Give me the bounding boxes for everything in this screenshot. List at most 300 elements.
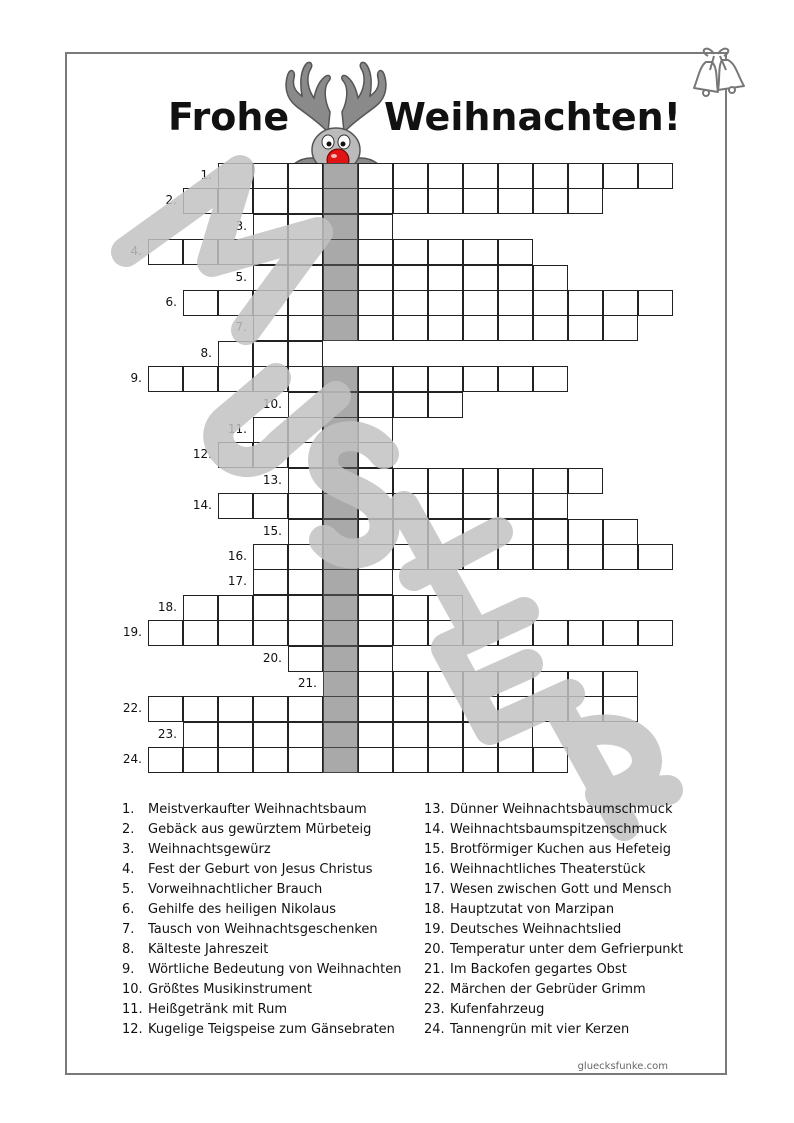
clue-number: 10. — [262, 396, 282, 411]
crossword-cell[interactable] — [603, 671, 638, 697]
crossword-cell[interactable] — [568, 163, 603, 189]
crossword-cell[interactable] — [603, 544, 638, 570]
crossword-cell[interactable] — [358, 747, 393, 773]
clue-item — [122, 940, 412, 960]
clue-item — [122, 840, 412, 860]
crossword-cell[interactable] — [533, 468, 568, 494]
clue-number: 3. — [235, 218, 247, 233]
crossword-cell[interactable] — [568, 696, 603, 722]
clue-item-number: 2. — [122, 822, 135, 837]
crossword-cell[interactable] — [568, 468, 603, 494]
crossword-cell[interactable] — [428, 265, 463, 291]
crossword-cell[interactable] — [288, 417, 323, 443]
clue-item-number: 12. — [122, 1022, 143, 1037]
crossword-cell[interactable] — [253, 163, 288, 189]
crossword-cell[interactable] — [498, 290, 533, 316]
solution-cell[interactable] — [323, 569, 358, 595]
clue-item-number: 11. — [122, 1002, 143, 1017]
clue-number: 15. — [262, 523, 282, 538]
crossword-cell[interactable] — [253, 544, 288, 570]
crossword-cell[interactable] — [358, 696, 393, 722]
crossword-cell[interactable] — [428, 366, 463, 392]
crossword-cell[interactable] — [358, 620, 393, 646]
clue-number: 12. — [192, 447, 212, 462]
crossword-cell[interactable] — [603, 696, 638, 722]
clue-item-text: Weihnachtsbaumspitzenschmuck — [450, 822, 668, 837]
crossword-cell[interactable] — [218, 366, 253, 392]
crossword-cell[interactable] — [288, 493, 323, 519]
crossword-cell[interactable] — [358, 722, 393, 748]
clue-item — [424, 920, 714, 940]
crossword-cell[interactable] — [288, 442, 323, 468]
crossword-cell[interactable] — [288, 569, 323, 595]
clue-item-number: 15. — [424, 842, 445, 857]
clue-item-text: Dünner Weihnachtsbaumschmuck — [450, 802, 673, 817]
crossword-cell[interactable] — [183, 620, 218, 646]
crossword-cell[interactable] — [358, 417, 393, 443]
clue-item-text: Weihnachtliches Theaterstück — [450, 862, 646, 877]
clue-number: 7. — [235, 320, 247, 335]
crossword-cell[interactable] — [358, 595, 393, 621]
crossword-cell[interactable] — [568, 290, 603, 316]
crossword-cell[interactable] — [148, 620, 183, 646]
crossword-cell[interactable] — [533, 544, 568, 570]
clue-item-text: Vorweihnachtlicher Brauch — [148, 882, 323, 897]
crossword-cell[interactable] — [393, 265, 428, 291]
solution-cell[interactable] — [323, 188, 358, 214]
crossword-cell[interactable] — [253, 442, 288, 468]
crossword-cell[interactable] — [393, 188, 428, 214]
crossword-cell[interactable] — [428, 696, 463, 722]
crossword-cell[interactable] — [498, 468, 533, 494]
crossword-cell[interactable] — [533, 188, 568, 214]
clue-item-text: Deutsches Weihnachtslied — [450, 922, 622, 937]
crossword-cell[interactable] — [498, 163, 533, 189]
crossword-cell[interactable] — [253, 265, 288, 291]
crossword-cell[interactable] — [288, 722, 323, 748]
crossword-cell[interactable] — [218, 239, 253, 265]
crossword-cell[interactable] — [463, 290, 498, 316]
clue-number: 9. — [130, 371, 142, 386]
crossword-cell[interactable] — [218, 163, 253, 189]
crossword-cell[interactable] — [358, 519, 393, 545]
crossword-cell[interactable] — [358, 569, 393, 595]
crossword-cell[interactable] — [533, 696, 568, 722]
clue-item — [122, 860, 412, 880]
crossword-cell[interactable] — [463, 620, 498, 646]
crossword-cell[interactable] — [428, 620, 463, 646]
crossword-cell[interactable] — [358, 239, 393, 265]
crossword-cell[interactable] — [533, 493, 568, 519]
crossword-cell[interactable] — [638, 290, 673, 316]
crossword-cell[interactable] — [533, 163, 568, 189]
solution-cell[interactable] — [323, 646, 358, 672]
clue-number: 5. — [235, 269, 247, 284]
crossword-cell[interactable] — [218, 493, 253, 519]
crossword-cell[interactable] — [358, 493, 393, 519]
solution-cell[interactable] — [323, 417, 358, 443]
crossword-cell[interactable] — [393, 239, 428, 265]
crossword-cell[interactable] — [288, 315, 323, 341]
clue-item-text: Kugelige Teigspeise zum Gänsebraten — [148, 1022, 395, 1037]
clue-item — [122, 980, 412, 1000]
crossword-cell[interactable] — [463, 188, 498, 214]
crossword-cell[interactable] — [358, 163, 393, 189]
crossword-cell[interactable] — [288, 696, 323, 722]
clue-number: 13. — [262, 472, 282, 487]
crossword-cell[interactable] — [183, 696, 218, 722]
crossword-cell[interactable] — [428, 595, 463, 621]
crossword-cell[interactable] — [568, 544, 603, 570]
crossword-cell[interactable] — [393, 722, 428, 748]
crossword-cell[interactable] — [253, 188, 288, 214]
crossword-cell[interactable] — [533, 671, 568, 697]
crossword-cell[interactable] — [568, 188, 603, 214]
crossword-cell[interactable] — [498, 366, 533, 392]
solution-cell[interactable] — [323, 265, 358, 291]
crossword-cell[interactable] — [498, 239, 533, 265]
crossword-cell[interactable] — [183, 239, 218, 265]
crossword-cell[interactable] — [428, 188, 463, 214]
crossword-cell[interactable] — [428, 468, 463, 494]
crossword-cell[interactable] — [463, 366, 498, 392]
crossword-cell[interactable] — [428, 290, 463, 316]
clue-item-text: Weihnachtsgewürz — [148, 842, 271, 857]
solution-cell[interactable] — [323, 239, 358, 265]
crossword-cell[interactable] — [358, 188, 393, 214]
crossword-cell[interactable] — [218, 290, 253, 316]
solution-cell[interactable] — [323, 747, 358, 773]
solution-cell[interactable] — [323, 696, 358, 722]
clue-item-number: 5. — [122, 882, 135, 897]
crossword-cell[interactable] — [498, 519, 533, 545]
crossword-cell[interactable] — [358, 315, 393, 341]
clue-number: 1. — [200, 168, 212, 182]
clue-item — [424, 1020, 714, 1040]
clue-item — [424, 900, 714, 920]
clue-item — [424, 820, 714, 840]
crossword-cell[interactable] — [358, 646, 393, 672]
clue-item-number: 16. — [424, 862, 445, 877]
clue-item — [122, 800, 412, 820]
crossword-cell[interactable] — [253, 366, 288, 392]
crossword-cell[interactable] — [288, 341, 323, 367]
crossword-cell[interactable] — [218, 188, 253, 214]
crossword-cell[interactable] — [428, 239, 463, 265]
clue-item-text: Brotförmiger Kuchen aus Hefeteig — [450, 842, 671, 857]
crossword-cell[interactable] — [463, 493, 498, 519]
clue-item — [122, 960, 412, 980]
crossword-cell[interactable] — [218, 747, 253, 773]
clue-number: 20. — [262, 650, 282, 665]
crossword-cell[interactable] — [393, 620, 428, 646]
crossword-cell[interactable] — [358, 392, 393, 418]
clue-item — [122, 920, 412, 940]
clue-item — [424, 1000, 714, 1020]
clue-number: 16. — [227, 549, 247, 563]
solution-cell[interactable] — [323, 290, 358, 316]
clue-number: 8. — [200, 345, 212, 360]
crossword-cell[interactable] — [498, 544, 533, 570]
crossword-cell[interactable] — [428, 671, 463, 697]
clue-item-text: Kufenfahrzeug — [450, 1002, 545, 1017]
crossword-cell[interactable] — [358, 671, 393, 697]
clue-number: 2. — [165, 193, 177, 208]
crossword-cell[interactable] — [498, 188, 533, 214]
clue-item-text: Tannengrün mit vier Kerzen — [450, 1022, 630, 1037]
crossword-cell[interactable] — [533, 366, 568, 392]
crossword-cell[interactable] — [393, 671, 428, 697]
clue-number: 19. — [122, 625, 142, 640]
crossword-cell[interactable] — [603, 290, 638, 316]
crossword-cell[interactable] — [428, 519, 463, 545]
crossword-cell[interactable] — [428, 722, 463, 748]
clue-item-text: Tausch von Weihnachtsgeschenken — [148, 922, 378, 937]
solution-cell[interactable] — [323, 163, 358, 189]
crossword-cell[interactable] — [288, 366, 323, 392]
crossword-cell[interactable] — [498, 493, 533, 519]
crossword-cell[interactable] — [393, 544, 428, 570]
crossword-cell[interactable] — [288, 544, 323, 570]
solution-cell[interactable] — [323, 468, 358, 494]
clue-number: 11. — [227, 422, 247, 436]
crossword-cell[interactable] — [288, 163, 323, 189]
crossword-cell[interactable] — [253, 569, 288, 595]
clue-item-number: 9. — [122, 962, 135, 977]
crossword-cell[interactable] — [183, 366, 218, 392]
crossword-cell[interactable] — [463, 239, 498, 265]
crossword-cell[interactable] — [428, 392, 463, 418]
clue-item-text: Temperatur unter dem Gefrierpunkt — [450, 942, 684, 957]
crossword-cell[interactable] — [393, 315, 428, 341]
crossword-cell[interactable] — [253, 747, 288, 773]
clue-item — [122, 880, 412, 900]
crossword-cell[interactable] — [393, 163, 428, 189]
crossword-cell[interactable] — [288, 214, 323, 240]
crossword-cell[interactable] — [638, 163, 673, 189]
crossword-cell[interactable] — [253, 722, 288, 748]
crossword-cell[interactable] — [463, 696, 498, 722]
crossword-cell[interactable] — [288, 265, 323, 291]
crossword-cell[interactable] — [393, 392, 428, 418]
crossword-cell[interactable] — [498, 671, 533, 697]
crossword-cell[interactable] — [603, 519, 638, 545]
clue-number: 18. — [157, 599, 177, 614]
crossword-cell[interactable] — [288, 747, 323, 773]
crossword-cell[interactable] — [253, 290, 288, 316]
solution-cell[interactable] — [323, 544, 358, 570]
solution-cell[interactable] — [323, 315, 358, 341]
clue-item-number: 21. — [424, 962, 445, 977]
clues-left — [122, 800, 412, 1040]
clue-item-number: 1. — [122, 802, 135, 817]
solution-cell[interactable] — [323, 722, 358, 748]
crossword-cell[interactable] — [358, 366, 393, 392]
clue-item-text: Gehilfe des heiligen Nikolaus — [148, 902, 337, 917]
crossword-cell[interactable] — [463, 519, 498, 545]
clue-item-number: 3. — [122, 842, 135, 857]
crossword-cell[interactable] — [253, 239, 288, 265]
crossword-cell[interactable] — [463, 671, 498, 697]
crossword-cell[interactable] — [148, 747, 183, 773]
crossword-cell[interactable] — [358, 214, 393, 240]
crossword-cell[interactable] — [463, 315, 498, 341]
clue-item-text: Wörtliche Bedeutung von Weihnachten — [148, 962, 402, 977]
clue-item-text: Gebäck aus gewürztem Mürbeteig — [148, 822, 372, 837]
clue-item — [122, 1000, 412, 1020]
crossword-cell[interactable] — [183, 747, 218, 773]
clue-item-text: Im Backofen gegartes Obst — [450, 962, 627, 977]
clue-number: 6. — [165, 295, 177, 309]
crossword-cell[interactable] — [428, 493, 463, 519]
crossword-cell[interactable] — [148, 696, 183, 722]
crossword-cell[interactable] — [218, 722, 253, 748]
crossword-cell[interactable] — [533, 747, 568, 773]
clue-item-number: 13. — [424, 802, 445, 817]
crossword-cell[interactable] — [288, 239, 323, 265]
crossword-cell[interactable] — [498, 620, 533, 646]
clue-item-text: Wesen zwischen Gott und Mensch — [450, 882, 672, 897]
crossword-cell[interactable] — [393, 696, 428, 722]
crossword-cell[interactable] — [253, 696, 288, 722]
clue-item — [424, 960, 714, 980]
crossword-cell[interactable] — [638, 544, 673, 570]
crossword-cell[interactable] — [533, 519, 568, 545]
crossword-cell[interactable] — [533, 620, 568, 646]
crossword-cell[interactable] — [428, 163, 463, 189]
crossword-cell[interactable] — [253, 315, 288, 341]
clue-item — [122, 1020, 412, 1040]
crossword-cell[interactable] — [218, 620, 253, 646]
crossword-cell[interactable] — [253, 493, 288, 519]
crossword-cell[interactable] — [568, 620, 603, 646]
crossword-cell[interactable] — [288, 595, 323, 621]
crossword-cell[interactable] — [498, 722, 533, 748]
crossword-cell[interactable] — [603, 315, 638, 341]
crossword-cell[interactable] — [568, 315, 603, 341]
crossword-cell[interactable] — [603, 163, 638, 189]
crossword-cell[interactable] — [288, 646, 323, 672]
clue-item — [424, 860, 714, 880]
crossword-cell[interactable] — [393, 747, 428, 773]
crossword-cell[interactable] — [288, 519, 323, 545]
crossword-cell[interactable] — [463, 163, 498, 189]
crossword-cell[interactable] — [183, 595, 218, 621]
crossword-cell[interactable] — [463, 265, 498, 291]
solution-cell[interactable] — [323, 493, 358, 519]
crossword-cell[interactable] — [253, 595, 288, 621]
crossword-cell[interactable] — [148, 366, 183, 392]
crossword-cell[interactable] — [358, 544, 393, 570]
crossword-cell[interactable] — [253, 620, 288, 646]
crossword-cell[interactable] — [533, 265, 568, 291]
clue-item-number: 17. — [424, 882, 445, 897]
crossword-cell[interactable] — [463, 747, 498, 773]
crossword-cell[interactable] — [393, 519, 428, 545]
crossword-cell[interactable] — [288, 290, 323, 316]
crossword-cell[interactable] — [568, 519, 603, 545]
crossword-cell[interactable] — [183, 290, 218, 316]
crossword-cell[interactable] — [603, 620, 638, 646]
crossword-cell[interactable] — [148, 239, 183, 265]
clue-item-number: 18. — [424, 902, 445, 917]
solution-cell[interactable] — [323, 671, 358, 697]
crossword-cell[interactable] — [183, 722, 218, 748]
clue-item-text: Märchen der Gebrüder Grimm — [450, 982, 646, 997]
clue-item — [122, 900, 412, 920]
clue-item-text: Fest der Geburt von Jesus Christus — [148, 862, 373, 877]
clue-number: 22. — [122, 701, 142, 716]
clue-item-text: Heißgetränk mit Rum — [148, 1002, 287, 1017]
crossword-cell[interactable] — [393, 493, 428, 519]
clue-number: 21. — [297, 676, 317, 690]
crossword-cell[interactable] — [638, 620, 673, 646]
crossword-cell[interactable] — [358, 290, 393, 316]
clue-item-number: 7. — [122, 922, 135, 937]
crossword-cell[interactable] — [498, 265, 533, 291]
crossword-cell[interactable] — [393, 290, 428, 316]
crossword-cell[interactable] — [428, 747, 463, 773]
crossword-cell[interactable] — [288, 188, 323, 214]
crossword-cell[interactable] — [288, 620, 323, 646]
crossword-cell[interactable] — [393, 468, 428, 494]
solution-cell[interactable] — [323, 214, 358, 240]
crossword-cell[interactable] — [393, 595, 428, 621]
crossword-cell[interactable] — [428, 315, 463, 341]
solution-cell[interactable] — [323, 366, 358, 392]
crossword-cell[interactable] — [253, 341, 288, 367]
crossword-cell[interactable] — [428, 544, 463, 570]
solution-cell[interactable] — [323, 519, 358, 545]
crossword-cell[interactable] — [288, 468, 323, 494]
crossword-cell[interactable] — [463, 544, 498, 570]
crossword-cell[interactable] — [358, 265, 393, 291]
clue-item — [424, 840, 714, 860]
title-frohe: Frohe — [168, 95, 290, 139]
crossword-cell[interactable] — [253, 214, 288, 240]
crossword-cell[interactable] — [463, 722, 498, 748]
crossword-cell[interactable] — [253, 417, 288, 443]
crossword-cell[interactable] — [498, 315, 533, 341]
solution-cell[interactable] — [323, 442, 358, 468]
crossword-cell[interactable] — [533, 290, 568, 316]
crossword-cell[interactable] — [218, 696, 253, 722]
crossword-cell[interactable] — [218, 595, 253, 621]
crossword-cell[interactable] — [568, 671, 603, 697]
crossword-cell[interactable] — [183, 188, 218, 214]
crossword-cell[interactable] — [533, 315, 568, 341]
solution-cell[interactable] — [323, 392, 358, 418]
clue-item-text: Meistverkaufter Weihnachtsbaum — [148, 802, 367, 817]
clue-item-text: Größtes Musikinstrument — [148, 982, 312, 997]
clue-item-number: 8. — [122, 942, 135, 957]
crossword-cell[interactable] — [358, 442, 393, 468]
crossword-cell[interactable] — [358, 468, 393, 494]
crossword-cell[interactable] — [218, 442, 253, 468]
clue-item-number: 19. — [424, 922, 445, 937]
clue-item-number: 6. — [122, 902, 135, 917]
clue-item — [424, 800, 714, 820]
crossword-cell[interactable] — [498, 696, 533, 722]
crossword-cell[interactable] — [463, 468, 498, 494]
crossword-cell[interactable] — [498, 747, 533, 773]
solution-cell[interactable] — [323, 620, 358, 646]
crossword-cell[interactable] — [393, 366, 428, 392]
clue-number: 4. — [130, 244, 142, 259]
crossword-cell[interactable] — [288, 392, 323, 418]
crossword-cell[interactable] — [218, 341, 253, 367]
solution-cell[interactable] — [323, 595, 358, 621]
